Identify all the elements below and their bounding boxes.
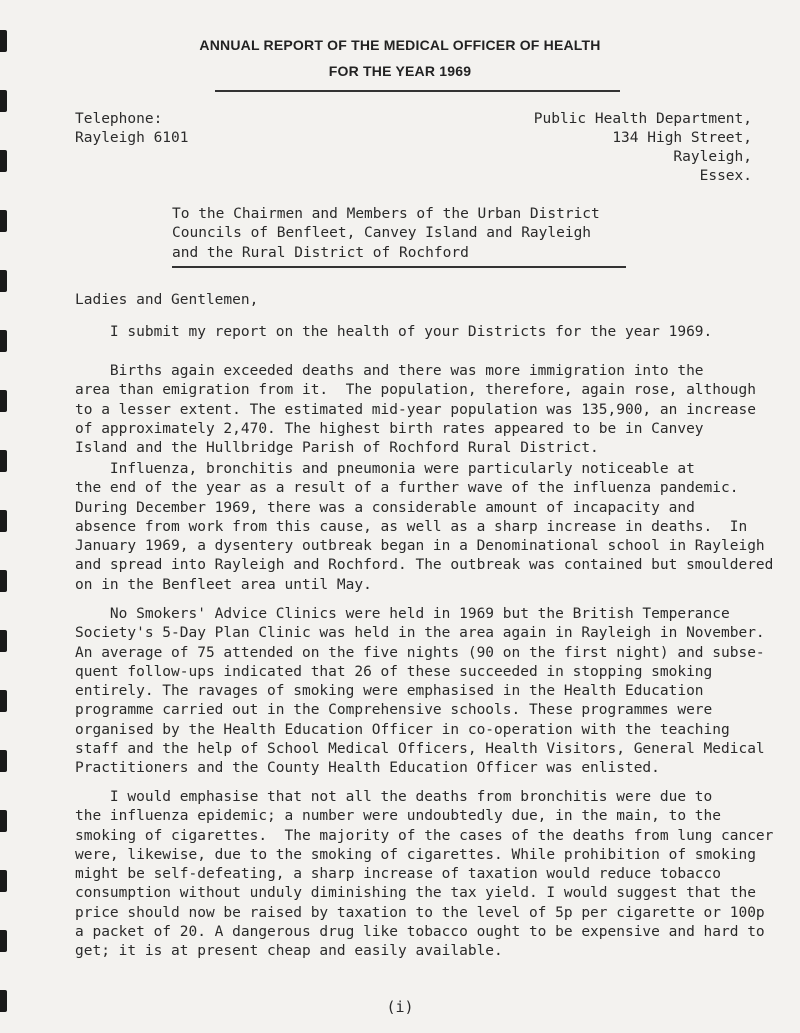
text-line: on in the Benfleet area until May.: [75, 576, 372, 593]
paragraph-intro: [75, 323, 765, 342]
address-line: Public Health Department,: [533, 111, 752, 127]
salutation: Ladies and Gentlemen,: [75, 292, 259, 308]
text-line: price should now be raised by taxation to the level of 5p per cigarette or 100p: [75, 904, 765, 921]
addressee-line: Councils of Benfleet, Canvey Island and Rayleigh: [172, 225, 592, 242]
address-line: Essex.: [699, 168, 752, 184]
paragraph-influenza: [75, 460, 774, 595]
text-line: staff and the help of School Medical Officers, Health Visitors, General Medical: [75, 741, 765, 758]
address-line: 134 High Street,: [612, 130, 752, 146]
text-line: of approximately 2,470. The highest birth rates appeared to be in Canvey: [75, 420, 704, 437]
text-line: and spread into Rayleigh and Rochford. The outbreak was contained but smouldered: [75, 557, 774, 574]
text-line: Society's 5-Day Plan Clinic was held in the area again in Rayleigh in November.: [75, 625, 765, 642]
paragraph-smoking-clinics: [75, 605, 765, 779]
text-line: organised by the Health Education Officer in co-operation with the teaching: [75, 721, 730, 738]
text-line: the end of the year as a result of a further wave of the influenza pandemic.: [75, 480, 739, 497]
text-line: Births again exceeded deaths and there was more immigration into the: [75, 363, 704, 379]
text-line: area than emigration from it. The population, therefore, again rose, although: [75, 382, 756, 399]
text-line: quent follow-ups indicated that 26 of these succeeded in stopping smoking: [75, 663, 713, 680]
text-line: I would emphasise that not all the deaths from bronchitis were due to: [75, 789, 713, 805]
report-year: FOR THE YEAR 1969: [328, 63, 472, 79]
text-line: January 1969, a dysentery outbreak began in a Denominational school in Rayleigh: [75, 538, 765, 555]
report-title: ANNUAL REPORT OF THE MEDICAL OFFICER OF HEALTH: [199, 37, 601, 53]
addressee-block: [172, 205, 632, 263]
paragraph-taxation: [75, 788, 774, 962]
addressee-line: and the Rural District of Rochford: [172, 244, 469, 261]
telephone-label: Telephone:: [75, 111, 163, 127]
text-line: Influenza, bronchitis and pneumonia were particularly noticeable at: [75, 461, 695, 477]
paragraph-births: [75, 362, 765, 458]
text-line: might be self-defeating, a sharp increase of taxation would reduce tobacco: [75, 866, 722, 883]
text-line: to a lesser extent. The estimated mid-year population was 135,900, an increase: [75, 401, 756, 418]
text-line: I submit my report on the health of your Districts for the year 1969.: [75, 324, 713, 340]
text-line: absence from work from this cause, as well as a sharp increase in deaths. In: [75, 518, 748, 535]
text-line: a packet of 20. A dangerous drug like tobacco ought to be expensive and hard to: [75, 924, 765, 941]
address-line: Rayleigh,: [673, 149, 752, 165]
text-line: smoking of cigarettes. The majority of the cases of the deaths from lung cancer: [75, 827, 774, 844]
text-line: Practitioners and the County Health Education Officer was enlisted.: [75, 760, 660, 777]
sender-address: [534, 110, 752, 186]
text-line: the influenza epidemic; a number were undoubtedly due, in the main, to the: [75, 808, 722, 825]
text-line: Island and the Hullbridge Parish of Rochford Rural District.: [75, 440, 599, 457]
addressee-line: To the Chairmen and Members of the Urban District: [172, 206, 600, 222]
text-line: programme carried out in the Comprehensive schools. These programmes were: [75, 702, 713, 719]
text-line: consumption without unduly diminishing the tax yield. I would suggest that the: [75, 885, 756, 902]
telephone-number: Rayleigh 6101: [75, 130, 189, 146]
page-number: (i): [386, 998, 414, 1016]
addressee-divider: [172, 266, 626, 268]
text-line: No Smokers' Advice Clinics were held in 1969 but the British Temperance: [75, 606, 730, 622]
text-line: were, likewise, due to the smoking of cigarettes. While prohibition of smoking: [75, 846, 756, 863]
text-line: An average of 75 attended on the five nights (90 on the first night) and subse-: [75, 644, 765, 661]
text-line: get; it is at present cheap and easily available.: [75, 943, 503, 960]
text-line: entirely. The ravages of smoking were emphasised in the Health Education: [75, 683, 704, 700]
text-line: During December 1969, there was a considerable amount of incapacity and: [75, 499, 695, 516]
title-divider: [215, 90, 620, 92]
